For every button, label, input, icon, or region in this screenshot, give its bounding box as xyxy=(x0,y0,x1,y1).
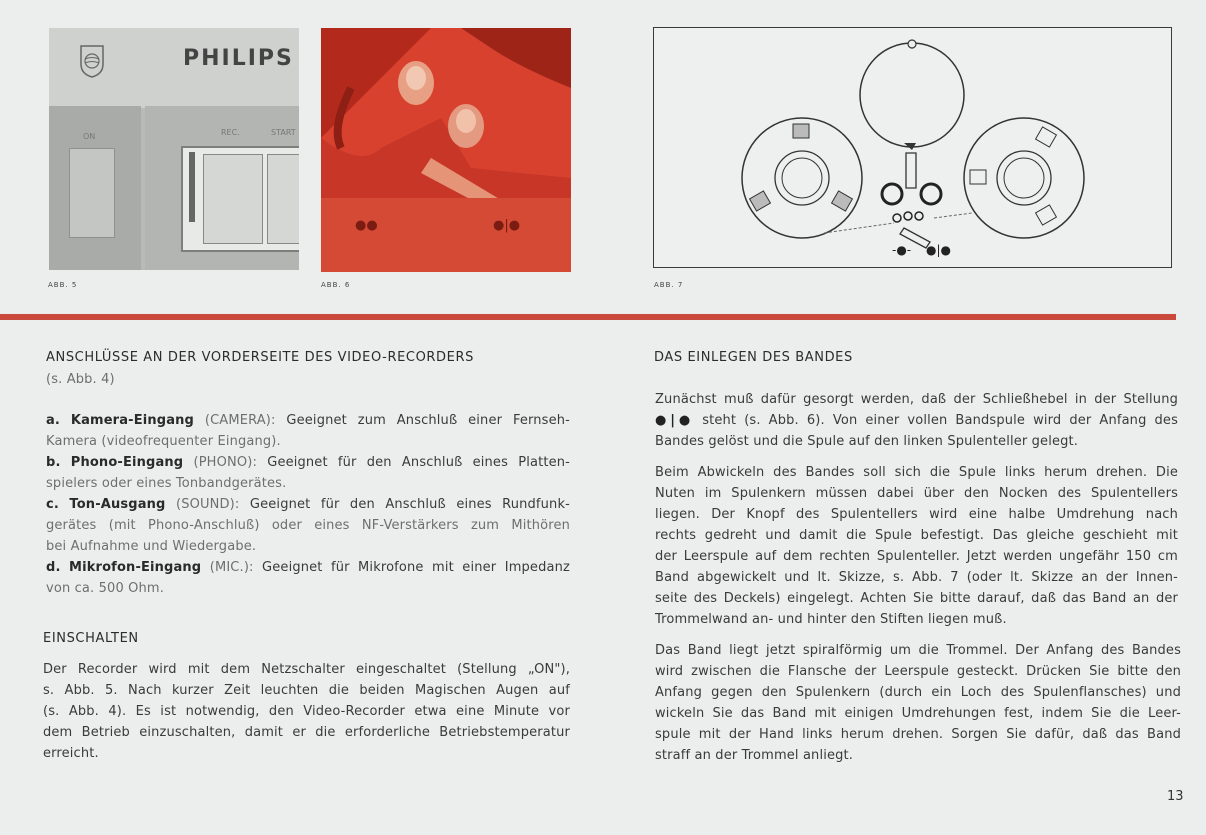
figure-5-caption: ABB. 5 xyxy=(48,281,78,289)
label-start: START xyxy=(271,128,296,137)
lever-position-left-icon: ●● xyxy=(355,218,378,233)
label-on: ON xyxy=(83,132,96,141)
paragraph-2: Beim Abwickeln des Bandes soll sich die Spule links herum drehen. Die Nuten im Spulenkern müssen dabei über den Nocken des Spulentellers liegen. Der Knopf des Spulentellers wird eine halbe Umdrehung nach rechts gedreht und damit die Spule befestigt. Das gleiche geschieht mit der Leerspule auf dem rechten Spulenteller. Jetzt werden ungefähr 150 cm Band abgewickelt und lt. Skizze, s. Abb. 7 (oder lt. Skizze an der Innen- seite des Deckels) eingelegt. Achten Sie bitte darauf, daß das Band an der Trommelwand an- und hinter den Stiften liegen muß. xyxy=(655,465,1178,627)
list-item: b. Phono-Eingang (PHONO): Geeignet für den Anschluß eines Platten- xyxy=(46,455,570,470)
lever-position-right-icon: ●|● xyxy=(493,218,521,233)
section-heading-einschalten: EINSCHALTEN xyxy=(43,631,139,646)
paragraph-3: Das Band liegt jetzt spiralförmig um die Trommel. Der Anfang des Bandes wird zwischen die Flansche der Leerspule gesteckt. Drücken Sie bitte den Anfang gegen den Spulenkern (durch ein Loch des Spulenflansches) und wickeln Sie das Band mit einigen Umdrehungen fest, indem Sie die Leer- spule mit der Hand links herum drehen. Sorgen Sie dafür, daß das Band straff an der Trommel anliegt. xyxy=(655,643,1181,763)
figure-7-diagram xyxy=(653,27,1172,268)
page-number: 13 xyxy=(1167,789,1184,804)
einschalten-paragraph: Der Recorder wird mit dem Netzschalter eingeschaltet (Stellung „ON"), s. Abb. 5. Nach kurzer Zeit leuchten die beiden Magischen Augen auf (s. Abb. 4). Es ist notwendig, den Video-Recorder etwa eine Minute vor dem Betrieb einzuschalten, damit er die erforderliche Betriebstemperatur erreicht. xyxy=(43,662,570,761)
brand-name: PHILIPS xyxy=(183,46,294,71)
list-item-cont: gerätes (mit Phono-Anschluß) oder eines NF-Verstärkers zum Mithören xyxy=(46,518,570,533)
list-item-cont: spielers oder eines Tonbandgerätes. xyxy=(46,476,287,491)
list-item-cont: bei Aufnahme und Wiedergabe. xyxy=(46,539,257,554)
connector-list xyxy=(46,410,570,599)
lever-position-icon: ●|● xyxy=(655,413,695,428)
paragraph-1: Zunächst muß dafür gesorgt werden, daß der Schließhebel in der Stellung ●|● steht (s. Abb. 6). Von einer vollen Bandspule wird der Anfang des Bandes gelöst und die Spule auf den linken Spulenteller gelegt. xyxy=(655,392,1178,449)
svg-text:-●-: -●- xyxy=(892,243,912,257)
section-reference: (s. Abb. 4) xyxy=(46,372,115,387)
figure-7-caption: ABB. 7 xyxy=(654,281,684,289)
figure-6-caption: ABB. 6 xyxy=(321,281,351,289)
section-divider xyxy=(0,314,1176,320)
list-item-cont: von ca. 500 Ohm. xyxy=(46,581,165,596)
list-item: a. Kamera-Eingang (CAMERA): Geeignet zum Anschluß einer Fernseh- xyxy=(46,413,570,428)
figure-6-photo xyxy=(321,28,571,272)
figure-5-photo xyxy=(49,28,299,270)
section-heading-bandes: DAS EINLEGEN DES BANDES xyxy=(654,350,853,365)
list-item-cont: Kamera (videofrequenter Eingang). xyxy=(46,434,281,449)
list-item: c. Ton-Ausgang (SOUND): Geeignet für den Anschluß eines Rundfunk- xyxy=(46,497,570,512)
section-heading-anschluesse: ANSCHLÜSSE AN DER VORDERSEITE DES VIDEO-RECORDERS xyxy=(46,350,474,365)
list-item: d. Mikrofon-Eingang (MIC.): Geeignet für Mikrofone mit einer Impedanz xyxy=(46,560,570,575)
svg-text:●|●: ●|● xyxy=(926,243,951,257)
power-switch xyxy=(69,148,115,238)
philips-logo-icon xyxy=(79,44,105,78)
label-rec: REC. xyxy=(221,128,240,137)
